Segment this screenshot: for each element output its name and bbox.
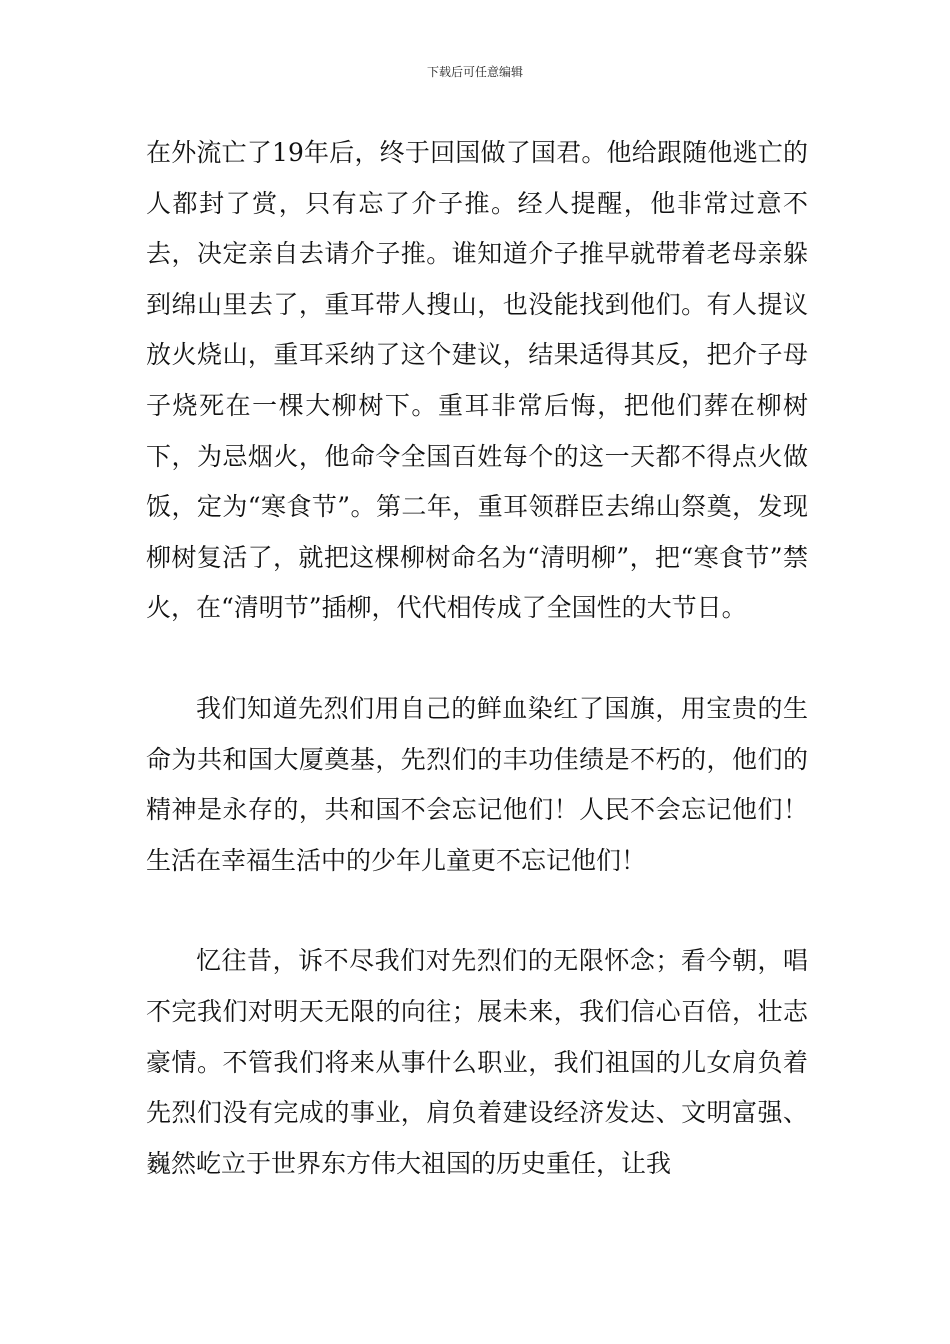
paragraph-future: 忆往昔，诉不尽我们对先烈们的无限怀念；看今朝，唱不完我们对明天无限的向往；展未来，我们信心百倍，壮志豪情。不管我们将来从事什么职业，我们祖国的儿女肩负着先烈们没有完成的事业，肩负着建设经济发达、文明富强、巍然屹立于世界东方伟大祖国的历史重任，让我 <box>146 946 808 1178</box>
page-header: 下载后可任意编辑 <box>426 65 523 79</box>
paragraph-gap <box>146 886 808 936</box>
paragraph-martyrs: 我们知道先烈们用自己的鲜血染红了国旗，用宝贵的生命为共和国大厦奠基，先烈们的丰功佳绩是不朽的，他们的精神是永存的，共和国不会忘记他们！人民不会忘记他们！生活在幸福生活中的少年儿童更不忘记他们！ <box>146 693 808 875</box>
paragraph-gap <box>146 634 808 684</box>
paragraph-continuation: 在外流亡了19年后，终于回国做了国君。他给跟随他逃亡的人都封了赏，只有忘了介子推。经人提醒，他非常过意不去，决定亲自去请介子推。谁知道介子推早就带着老母亲躲到绵山里去了，重耳带人搜山，也没能找到他们。有人提议放火烧山，重耳采纳了这个建议，结果适得其反，把介子母子烧死在一棵大柳树下。重耳非常后悔，把他们葬在柳树下，为忌烟火，他命令全国百姓每个的这一天都不得点火做饭，定为“寒食节”。第二年，重耳领群臣去绵山祭奠，发现柳树复活了，就把这棵柳树命名为“清明柳”，把“寒食节”禁火，在“清明节”插柳，代代相传成了全国性的大节日。 <box>146 138 808 623</box>
document-body <box>146 128 808 1189</box>
